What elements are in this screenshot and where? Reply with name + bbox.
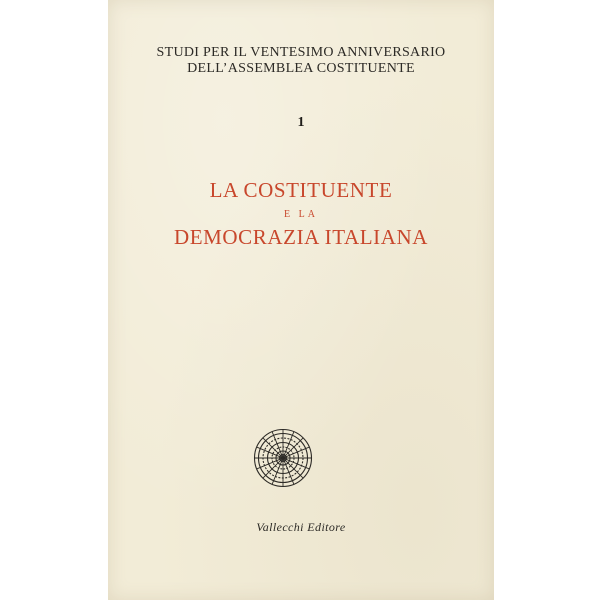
series-title-line-2: DELL’ASSEMBLEA COSTITUENTE: [187, 61, 415, 76]
publisher-mark-icon: [253, 428, 313, 488]
series-title-line-1: STUDI PER IL VENTESIMO ANNIVERSARIO: [156, 45, 446, 60]
book-title-line-3: DEMOCRAZIA ITALIANA: [173, 225, 429, 249]
title-page: [108, 0, 494, 600]
volume-number: 1: [297, 115, 305, 130]
book-title-line-1: LA COSTITUENTE: [209, 178, 393, 202]
book-title-line-2: E LA: [284, 209, 318, 220]
publisher-name: Vallecchi Editore: [256, 520, 346, 534]
